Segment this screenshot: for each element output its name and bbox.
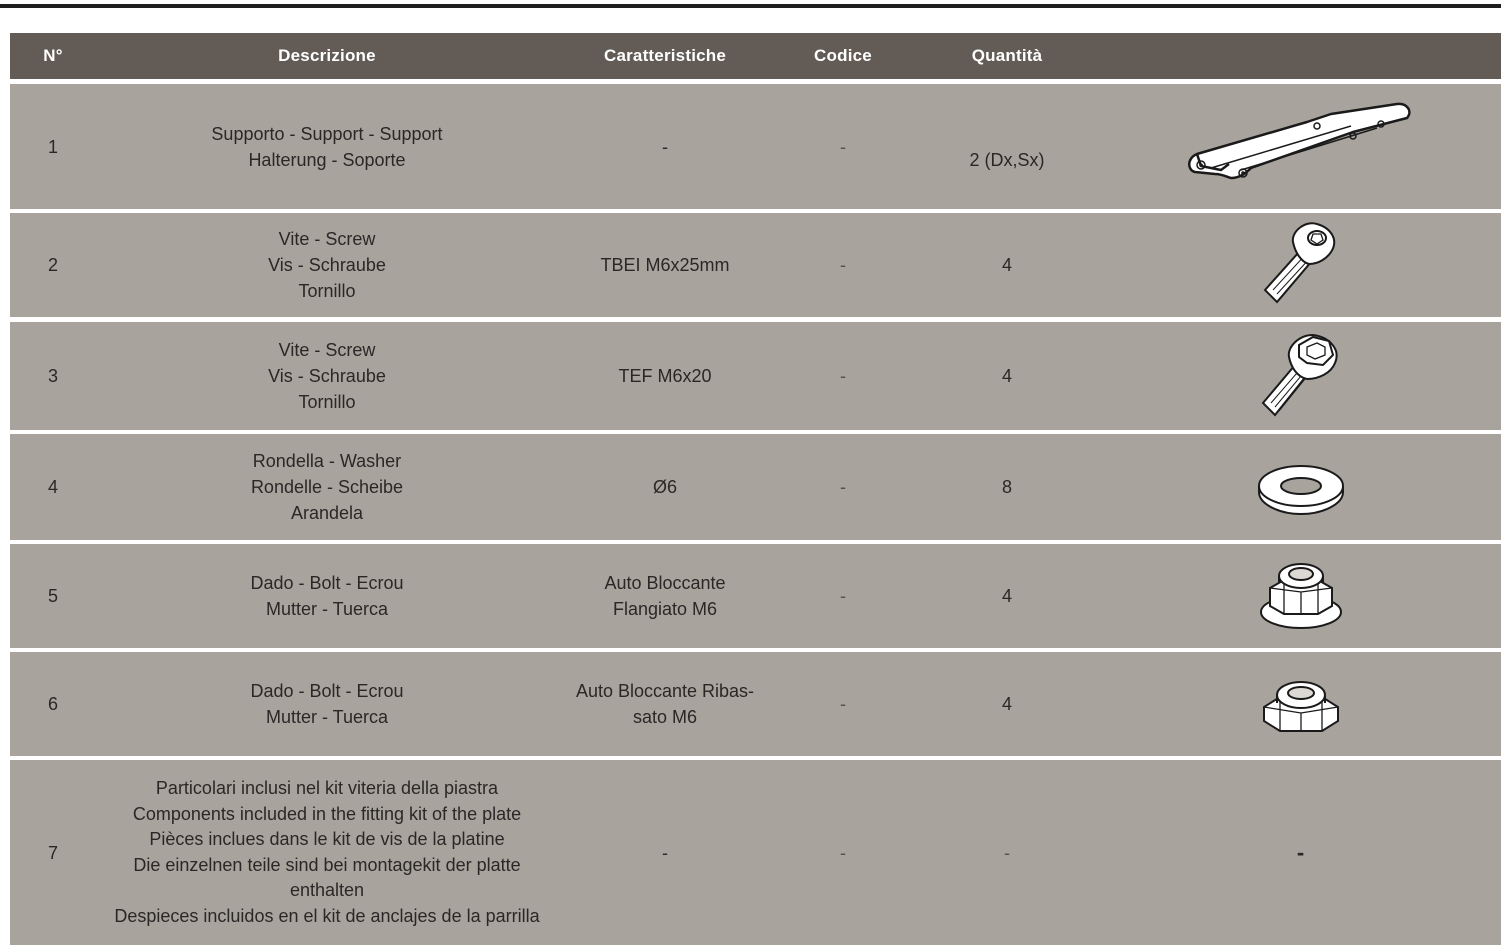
row-characteristics: - xyxy=(662,842,668,863)
table-row xyxy=(10,652,1501,756)
row-quantity: 2 (Dx,Sx) xyxy=(969,149,1045,170)
row-description: Vite - Screw Vis - Schraube Tornillo xyxy=(268,229,386,301)
row-num: 1 xyxy=(47,136,58,157)
row-description: Supporto - Support - Support Halterung - Soporte xyxy=(211,123,443,170)
flange-lock-nut-icon xyxy=(1100,544,1501,648)
table-row xyxy=(10,322,1501,430)
row-description: Dado - Bolt - Ecrou Mutter - Tuerca xyxy=(250,681,404,727)
row-quantity: 4 xyxy=(1001,255,1012,275)
header-quantity: Quantità xyxy=(971,46,1043,65)
table-row xyxy=(10,760,1501,945)
row-num: 2 xyxy=(47,255,58,275)
row-num: 6 xyxy=(47,694,58,714)
washer-icon xyxy=(1100,434,1501,540)
header-image xyxy=(1100,33,1501,79)
row-code: - xyxy=(840,842,846,863)
row-code: - xyxy=(840,366,846,386)
row-quantity: 4 xyxy=(1001,586,1012,606)
row-image-placeholder: - xyxy=(1296,839,1305,865)
row-quantity: 4 xyxy=(1001,366,1012,386)
row-characteristics: Auto Bloccante Ribas- sato M6 xyxy=(575,681,755,727)
row-num: 5 xyxy=(47,586,58,606)
row-quantity: - xyxy=(1004,842,1010,863)
row-code: - xyxy=(840,694,846,714)
header-code: Codice xyxy=(814,46,872,65)
table-row xyxy=(10,434,1501,540)
row-characteristics: TBEI M6x25mm xyxy=(600,255,730,275)
row-quantity: 8 xyxy=(1001,477,1012,497)
row-num: 3 xyxy=(47,366,58,386)
row-description: Vite - Screw Vis - Schraube Tornillo xyxy=(268,340,386,412)
header-description: Descrizione xyxy=(278,46,376,65)
row-num: 4 xyxy=(47,477,58,497)
row-num: 7 xyxy=(47,842,58,863)
row-description: Dado - Bolt - Ecrou Mutter - Tuerca xyxy=(250,573,404,619)
header-num: N° xyxy=(43,46,63,65)
row-characteristics: TEF M6x20 xyxy=(618,366,712,386)
table-header xyxy=(10,33,1501,79)
row-description: Particolari inclusi nel kit viteria della piastra Components included in the fitting kit of the plate Pièces inclues dans le kit de vis de la platine Die einzelnen teile sind bei montagekit der platte enthalten Despieces incluidos en el kit de anclajes de la parrilla xyxy=(114,778,540,926)
table-row xyxy=(10,213,1501,317)
row-code: - xyxy=(840,136,846,157)
table-row xyxy=(10,84,1501,209)
table-row xyxy=(10,544,1501,648)
row-quantity: 4 xyxy=(1001,694,1012,714)
top-rule xyxy=(0,4,1501,8)
header-characteristics: Caratteristiche xyxy=(603,46,727,65)
row-characteristics: - xyxy=(662,136,668,157)
button-head-screw-icon xyxy=(1100,213,1501,317)
lock-nut-icon xyxy=(1100,652,1501,756)
row-characteristics: Auto Bloccante Flangiato M6 xyxy=(604,573,726,619)
row-characteristics: Ø6 xyxy=(652,477,677,497)
row-code: - xyxy=(840,255,846,275)
row-description: Rondella - Washer Rondelle - Scheibe Arandela xyxy=(250,451,404,523)
bracket-support-icon xyxy=(1100,84,1501,209)
flange-hex-screw-icon xyxy=(1100,322,1501,430)
row-code: - xyxy=(840,586,846,606)
row-code: - xyxy=(840,477,846,497)
